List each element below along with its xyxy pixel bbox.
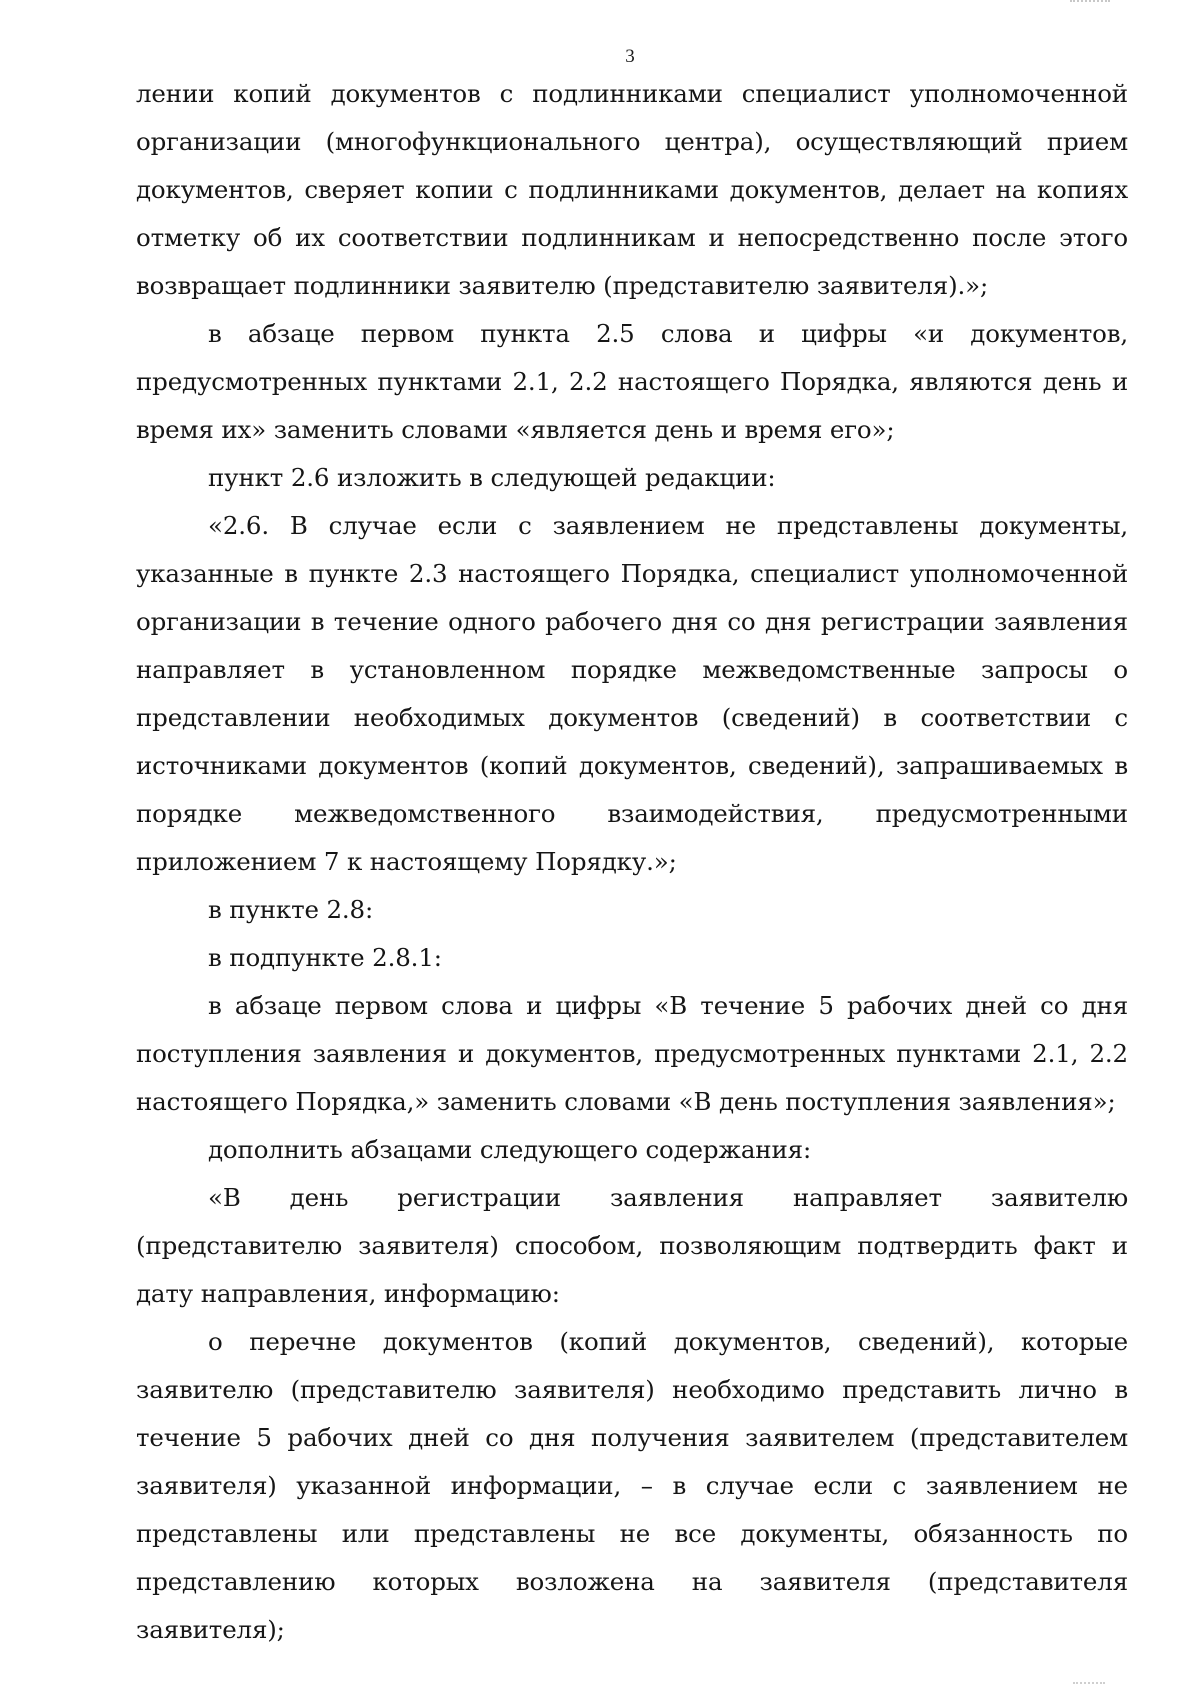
paragraph-supplement-intro: дополнить абзацами следующего содержания: [208,1135,812,1164]
paragraph-registration-day: «В день регистрации заявления направляет заявителю (представителю заявителя) способом, позволяющим подтвердить факт и дату направления, информацию: [136,1183,1128,1308]
document-body [136,70,1128,1654]
scan-artifact [1073,1682,1105,1687]
page-number: 3 [625,46,635,67]
paragraph-item-2-5: в абзаце первом пункта 2.5 слова и цифры «и документов, предусмотренных пунктами 2.1, 2.2 настоящего Порядка, являются день и время их» заменить словами «является день и время его»; [136,319,1128,444]
scan-artifact [1070,0,1110,5]
paragraph-item-2-8: в пункте 2.8: [208,895,374,924]
paragraph-item-2-8-1: в подпункте 2.8.1: [208,943,442,972]
paragraph-first-abzac: в абзаце первом слова и цифры «В течение 5 рабочих дней со дня поступления заявления и документов, предусмотренных пунктами 2.1, 2.2 настоящего Порядка,» заменить словами «В день поступления заявления»; [136,991,1128,1116]
paragraph-documents-list: о перечне документов (копий документов, сведений), которые заявителю (представителю заявителя) необходимо представить лично в течение 5 рабочих дней со дня получения заявителем (представителем заявителя) указанной информации, – в случае если с заявлением не представлены или представлены не все документы, обязанность по представлению которых возложена на заявителя (представителя заявителя); [136,1327,1128,1644]
paragraph-item-2-6-intro: пункт 2.6 изложить в следующей редакции: [208,463,776,492]
paragraph-continuation: лении копий документов с подлинниками специалист уполномоченной организации (многофункционального центра), осуществляющий прием документов, сверяет копии с подлинниками документов, делает на копиях отметку об их соответствии подлинникам и непосредственно после этого возвращает подлинники заявителю (представителю заявителя).»; [136,79,1128,300]
paragraph-item-2-6-text: «2.6. В случае если с заявлением не представлены документы, указанные в пункте 2.3 настоящего Порядка, специалист уполномоченной организации в течение одного рабочего дня со дня регистрации заявления направляет в установленном порядке межведомственные запросы о представлении необходимых документов (сведений) в соответствии с источниками документов (копий документов, сведений), запрашиваемых в порядке межведомственного взаимодействия, предусмотренными приложением 7 к настоящему Порядку.»; [136,511,1128,876]
